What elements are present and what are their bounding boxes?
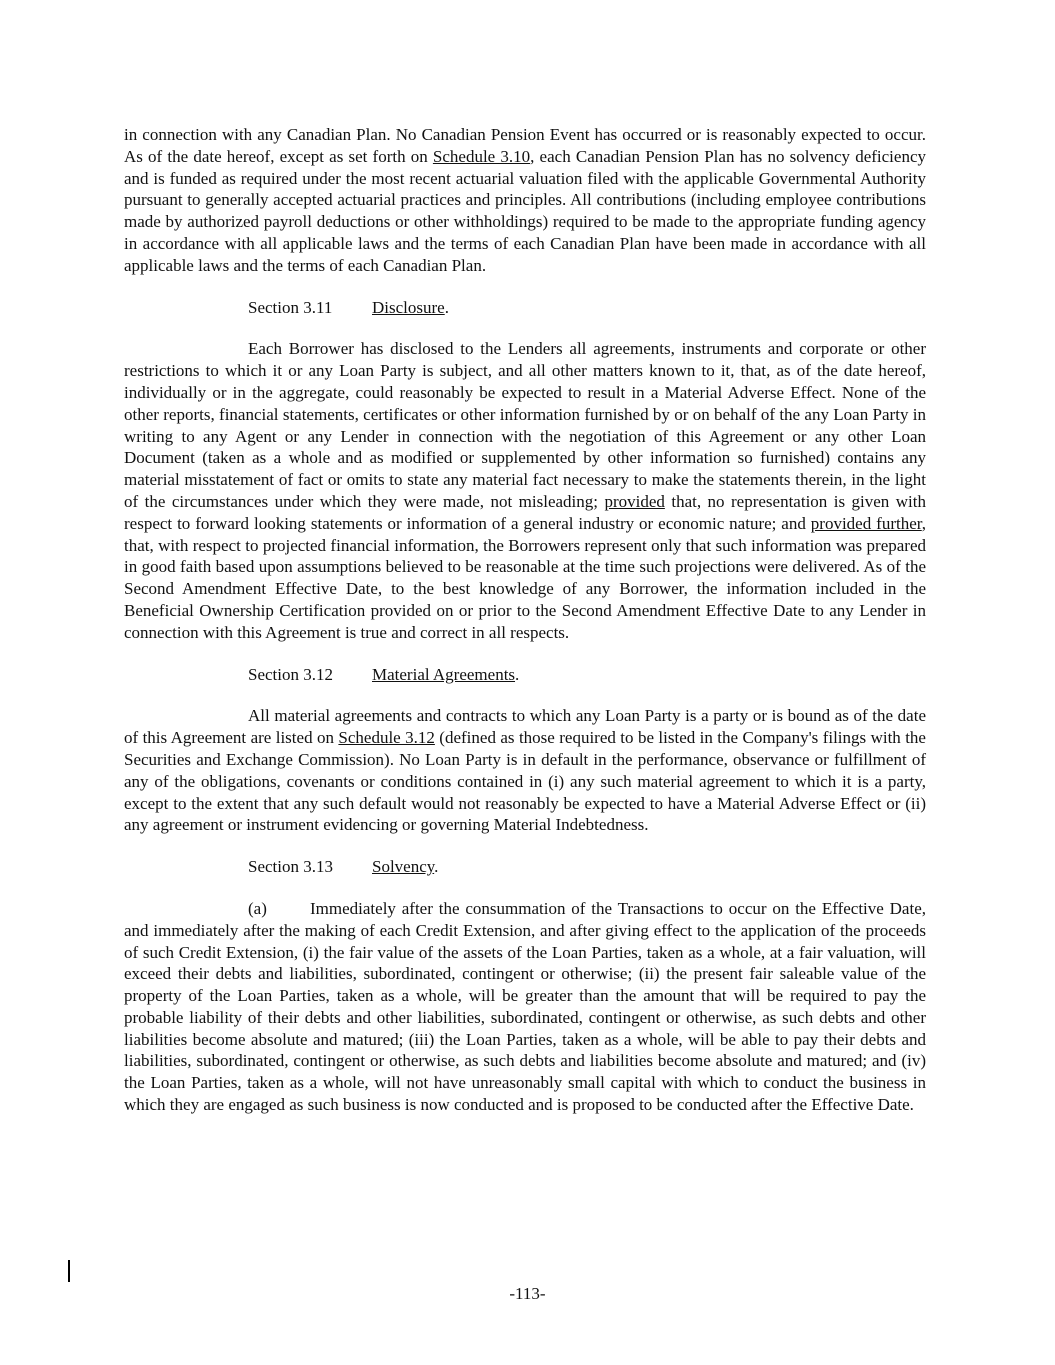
canadian-plan-paragraph: in connection with any Canadian Plan. No Canadian Pension Event has occurred or is reasonably expected to occur. As of the date hereof, except as set forth on Schedule 3.10, each Canadian Pension Plan has no solvency deficiency and is funded as required under the most recent actuarial valuation filed with the applicable Governmental Authority pursuant to generally accepted actuarial practices and principles. All contributions (including employee contributions made by authorized payroll deductions or other withholdings) required to be made to the appropriate funding agency in accordance with all applicable laws and the terms of each Canadian Plan have been made in accordance with all applicable laws and the terms of each Canadian Plan.: [124, 125, 926, 275]
section-title: Disclosure: [372, 297, 445, 317]
section-number: Section 3.12: [248, 664, 333, 684]
section-title: Material Agreements: [372, 664, 516, 684]
provided-term: provided: [604, 491, 665, 511]
item-label: (a): [248, 898, 267, 918]
section-3-11-heading: Section 3.11 Disclosure.: [248, 297, 449, 317]
section-title: Solvency: [372, 857, 435, 877]
section-number: Section 3.11: [248, 297, 333, 317]
provided-further-term: provided further: [810, 513, 922, 533]
material-agreements-paragraph: All material agreements and contracts to which any Loan Party is a party or is bound as of the date of this Agreement are listed on Schedule 3.12 (defined as those required to be listed in the Company's filings with the Securities and Exchange Commission). No Loan Party is in default in the performance, observance or fulfillment of any of the obligations, covenants or conditions contained in (i) any such material agreement to which it is a party, except to the extent that any such default would not reasonably be expected to have a Material Adverse Effect or (ii) any agreement or instrument evidencing or governing Material Indebtedness.: [124, 706, 926, 835]
revision-margin-bar: [68, 1260, 70, 1282]
page-number: -113-: [509, 1284, 546, 1303]
document-page: [124, 124, 926, 1116]
section-3-12-heading: Section 3.12 Material Agreements.: [248, 664, 520, 684]
solvency-paragraph: (a) Immediately after the consummation of the Transactions to occur on the Effective Date, and immediately after the making of each Credit Extension, and after giving effect to the application of the proceeds of such Credit Extension, (i) the fair value of the assets of the Loan Parties, taken as a whole, at a fair valuation, will exceed their debts and liabilities, subordinated, contingent or otherwise; (ii) the present fair saleable value of the property of the Loan Parties, taken as a whole, will be greater than the amount that will be required to pay the probable liability of their debts and other liabilities, subordinated, contingent or otherwise, as such debts and other liabilities become absolute and matured; (iii) the Loan Parties, taken as a whole, will be able to pay their debts and liabilities, subordinated, contingent or otherwise, as such debts and liabilities become absolute and matured; and (iv) the Loan Parties, taken as a whole, will not have unreasonably small capital with which to conduct the business in which they are engaged as such business is now conducted and is proposed to be conducted after the Effective Date.: [124, 898, 926, 1115]
schedule-3-10-reference: Schedule 3.10: [432, 146, 531, 166]
section-number: Section 3.13: [248, 857, 333, 877]
schedule-3-12-reference: Schedule 3.12: [338, 728, 435, 748]
section-3-13-heading: Section 3.13 Solvency.: [248, 857, 439, 877]
disclosure-paragraph: Each Borrower has disclosed to the Lenders all agreements, instruments and corporate or other restrictions to which it or any Loan Party is subject, and all other matters known to it, that, as of the date hereof, individually or in the aggregate, could reasonably be expected to result in a Material Adverse Effect. None of the other reports, financial statements, certificates or other information furnished by or on behalf of the any Loan Party in writing to any Agent or any Lender in connection with the negotiation of this Agreement or any other Loan Document (taken as a whole and as modified or supplemented by other information so furnished) contains any material misstatement of fact or omits to state any material fact necessary to make the statements therein, in the light of the circumstances under which they were made, not misleading; provided that, no representation is given with respect to forward looking statements or information of a general industry or economic nature; and provided further, that, with respect to projected financial information, the Borrowers represent only that such information was prepared in good faith based upon assumptions believed to be reasonable at the time such projections were delivered. As of the Second Amendment Effective Date, to the best knowledge of any Borrower, the information included in the Beneficial Ownership Certification provided on or prior to the Second Amendment Effective Date to any Lender in connection with this Agreement is true and correct in all respects.: [124, 339, 926, 642]
